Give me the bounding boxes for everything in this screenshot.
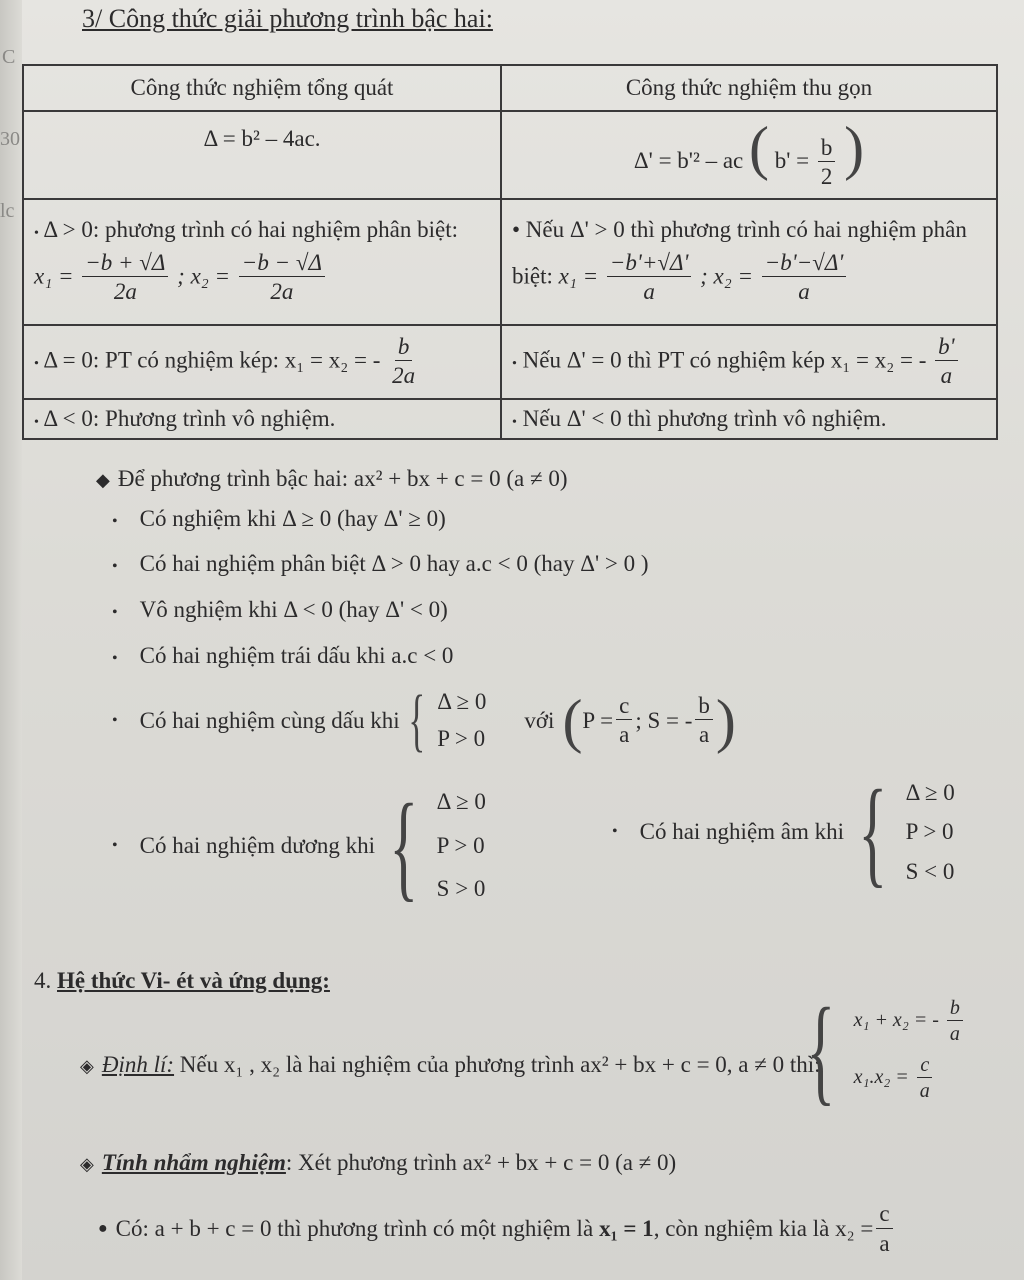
- bullet-icon: •: [112, 513, 118, 530]
- page-margin: [0, 0, 22, 1280]
- numerator: b: [395, 333, 413, 362]
- p-fraction: [616, 692, 632, 750]
- mental-text: : Xét phương trình ax² + bx + c = 0 (a ≠ 0): [285, 1150, 677, 1175]
- x1-lhs: x₁ =: [34, 263, 74, 289]
- denominator: a: [798, 279, 810, 305]
- mental-label: Tính nhẩm nghiệm: [101, 1150, 286, 1175]
- negative-general-text: Δ < 0: Phương trình vô nghiệm.: [43, 406, 336, 431]
- system-line: Δ ≥ 0: [905, 780, 955, 806]
- zero-reduced-cell: • Nếu Δ' = 0 thì PT có nghiệm kép x₁ = x₂ = - $\frac{b'}{a}$: [501, 325, 997, 399]
- section-title: 3/ Công thức giải phương trình bậc hai:: [82, 4, 493, 33]
- margin-mark: 30: [0, 128, 20, 150]
- denominator: a: [643, 279, 655, 305]
- numerator: −b − √Δ: [239, 249, 325, 278]
- positive-general-text: Δ > 0: phương trình có hai nghiệm phân biệt:: [43, 216, 458, 242]
- condition-text: Vô nghiệm khi Δ < 0 (hay Δ' < 0): [139, 597, 448, 622]
- system-line: S < 0: [905, 858, 955, 884]
- denominator: 2: [820, 164, 833, 190]
- positive-reduced-text: • Nếu Δ' > 0 thì phương trình có hai nghiệm phân: [512, 216, 967, 242]
- numerator: −b'+√Δ': [607, 249, 692, 278]
- rx1-fraction: [607, 249, 692, 307]
- system-line: Δ ≥ 0: [437, 689, 487, 714]
- rx2-fraction: [762, 249, 847, 307]
- condition-same-sign: [112, 681, 736, 759]
- condition-positive: [112, 780, 486, 911]
- sum-lhs: x₁ + x₂ = -: [853, 1009, 939, 1032]
- positive-reduced-cont: biệt:: [512, 263, 553, 289]
- zero-reduced-text: Nếu Δ' = 0 thì PT có nghiệm kép x₁ = x₂ = -: [522, 347, 927, 373]
- zero-general-text: Δ = 0: PT có nghiệm kép: x₁ = x₂ = -: [43, 347, 381, 373]
- diamond-bullet-icon: ◈: [80, 1056, 94, 1076]
- system-brace: [844, 765, 955, 898]
- heading-text: Hệ thức Vi- ét và ứng dụng:: [57, 968, 330, 993]
- positive-reduced-cell: [501, 199, 997, 325]
- negative-reduced-text: Nếu Δ' < 0 thì phương trình vô nghiệm.: [522, 406, 887, 431]
- paren-left: (: [749, 115, 769, 182]
- sum-fraction: [947, 996, 963, 1047]
- condition-item: [112, 506, 446, 532]
- denominator: a: [619, 722, 630, 748]
- theorem-text: Nếu x₁ , x₂ là hai nghiệm của phương trình ax² + bx + c = 0, a ≠ 0 thì:: [179, 1052, 821, 1077]
- denominator: a: [919, 1080, 930, 1102]
- p-lhs: P =: [582, 707, 614, 733]
- with-word: với: [524, 707, 555, 733]
- mental-case: [98, 1200, 896, 1258]
- zero-general-cell: • Δ = 0: PT có nghiệm kép: x₁ = x₂ = - $\frac{b}{2a}$: [23, 325, 501, 399]
- numerator: −b + √Δ: [82, 249, 168, 278]
- mental-calc: [80, 1150, 676, 1176]
- x2-fraction: [239, 249, 325, 307]
- denominator: 2a: [270, 279, 294, 305]
- condition-text: Có hai nghiệm trái dấu khi a.c < 0: [139, 643, 454, 668]
- numerator: b: [695, 692, 713, 721]
- case-text: Có: a + b + c = 0 thì phương trình có một nghiệm là: [115, 1216, 594, 1242]
- heading-number: 4.: [34, 968, 52, 993]
- header-general: Công thức nghiệm tổng quát: [23, 65, 501, 111]
- bullet-icon: •: [112, 650, 118, 667]
- numerator: −b'−√Δ': [762, 249, 847, 278]
- condition-item: [112, 551, 649, 577]
- b-prime-fraction: [818, 134, 836, 192]
- prod-lhs: x₁.x₂ =: [853, 1066, 909, 1089]
- system-line: P > 0: [437, 725, 486, 751]
- positive-general-cell: • Δ > 0: phương trình có hai nghiệm phân biệt: x₁ = $\frac{-b + √\Delta}{2a}$ ; x₂ = $\frac{-b - √\Delta}{2a}$: [23, 199, 501, 325]
- denominator: 2a: [392, 363, 416, 389]
- delta-reduced-cell: [501, 111, 997, 199]
- vieta-heading: [34, 968, 330, 994]
- case-root: x₁ = 1: [599, 1216, 654, 1242]
- numerator: b': [935, 333, 957, 362]
- numerator: b: [947, 996, 963, 1021]
- bullet-icon: •: [112, 836, 118, 854]
- b-prime-lhs: b' =: [774, 148, 810, 174]
- diamond-bullet-icon: ◈: [80, 1154, 94, 1174]
- s-lhs: ; S = -: [635, 707, 693, 733]
- formula-table: [22, 64, 998, 440]
- conditions-intro-text: Để phương trình bậc hai: ax² + bx + c = 0 (a ≠ 0): [117, 466, 568, 491]
- brace-icon: {: [408, 681, 425, 759]
- condition-negative: [612, 765, 955, 898]
- condition-item: [112, 643, 453, 669]
- bullet-icon: ●: [98, 1220, 108, 1238]
- prod-fraction: [917, 1053, 933, 1104]
- brace-icon: {: [858, 765, 888, 898]
- brace-icon: {: [806, 983, 836, 1116]
- x2-lhs: ; x₂ =: [177, 263, 231, 289]
- s-fraction: [695, 692, 713, 750]
- paren-right: ): [844, 115, 865, 182]
- condition-text: Có hai nghiệm cùng dấu khi: [139, 707, 400, 733]
- system-line: S > 0: [436, 876, 486, 902]
- system-line: Δ ≥ 0: [436, 789, 486, 814]
- rx2-lhs: ; x₂ =: [700, 263, 754, 289]
- negative-reduced-cell: • Nếu Δ' < 0 thì phương trình vô nghiệm.: [501, 399, 997, 439]
- paren-left: (: [562, 687, 583, 754]
- numerator: c: [917, 1053, 932, 1078]
- condition-text: Có hai nghiệm phân biệt Δ > 0 hay a.c < 0 (hay Δ' > 0 ): [139, 551, 649, 576]
- system-brace: [400, 681, 487, 759]
- vieta-theorem: [80, 1052, 821, 1078]
- bullet-icon: •: [612, 823, 618, 840]
- system-brace: [375, 780, 486, 911]
- condition-text: Có hai nghiệm dương khi: [139, 832, 376, 858]
- condition-text: Có hai nghiệm âm khi: [639, 819, 845, 844]
- margin-mark: C: [2, 46, 16, 68]
- case-post: , còn nghiệm kia là x₂ =: [653, 1216, 874, 1242]
- zero-fraction: [389, 333, 418, 391]
- numerator: b: [818, 134, 836, 163]
- delta-reduced: Δ' = b'² – ac: [633, 148, 744, 174]
- x1-fraction: [82, 249, 168, 307]
- diamond-bullet-icon: ◆: [96, 470, 110, 490]
- condition-item: [112, 597, 448, 623]
- theorem-label: Định lí:: [101, 1052, 175, 1077]
- bullet-icon: •: [112, 711, 118, 729]
- bullet-icon: •: [112, 604, 118, 621]
- vieta-system: [792, 983, 966, 1116]
- case-fraction: [876, 1200, 892, 1258]
- rx1-lhs: x₁ =: [558, 263, 599, 289]
- delta-general: Δ = b² – 4ac.: [23, 111, 501, 199]
- system-line: P > 0: [436, 832, 485, 858]
- brace-icon: {: [389, 778, 419, 912]
- denominator: a: [699, 722, 710, 748]
- margin-mark: lc: [0, 200, 15, 222]
- header-reduced: Công thức nghiệm thu gọn: [501, 65, 997, 111]
- denominator: a: [940, 363, 953, 389]
- conditions-intro: [96, 466, 568, 492]
- denominator: a: [949, 1023, 960, 1045]
- condition-text: Có nghiệm khi Δ ≥ 0 (hay Δ' ≥ 0): [139, 506, 446, 531]
- denominator: a: [879, 1230, 890, 1256]
- bullet-icon: •: [112, 558, 118, 575]
- negative-general-cell: • Δ < 0: Phương trình vô nghiệm.: [23, 399, 501, 439]
- denominator: 2a: [113, 279, 137, 305]
- numerator: c: [616, 692, 632, 721]
- rzero-fraction: [935, 333, 957, 391]
- system-line: P > 0: [905, 819, 954, 845]
- numerator: c: [876, 1200, 892, 1229]
- paren-right: ): [715, 687, 736, 754]
